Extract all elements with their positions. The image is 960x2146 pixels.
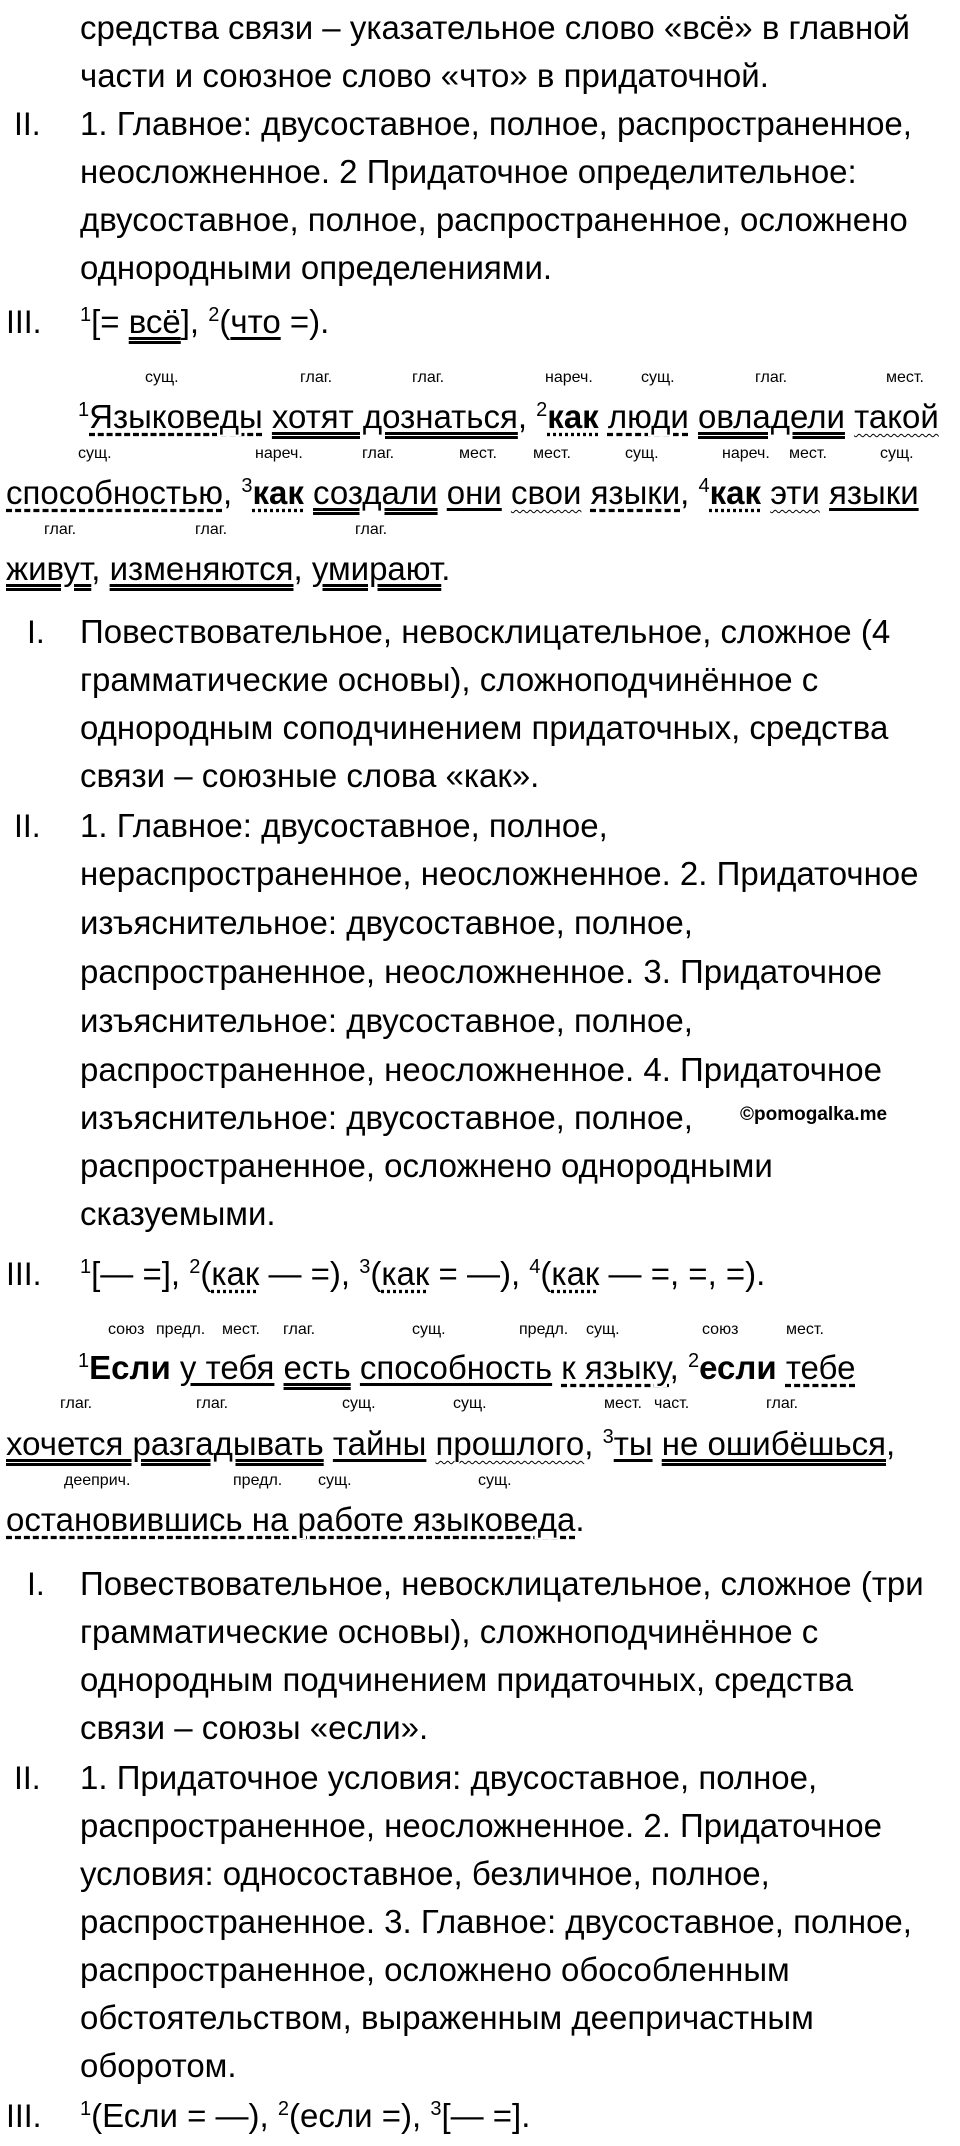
conj-word: как <box>709 474 762 511</box>
subject-word: способность <box>359 1349 553 1386</box>
superscript: 3 <box>430 2098 442 2120</box>
scheme-text: — =, =, =). <box>599 1255 766 1292</box>
pos-label: сущ. <box>880 445 914 462</box>
scheme-text: ], <box>180 303 209 340</box>
roman-numeral: II. <box>14 808 41 844</box>
pos-label: мест. <box>222 1321 260 1338</box>
watermark: ©pomogalka.me <box>740 1104 888 1125</box>
text-line: распространенное, неосложненное. 3. Придаточное <box>80 953 882 990</box>
text-line: части и союзное слово «что» в придаточной. <box>80 57 769 94</box>
text-line: оборотом. <box>80 2047 237 2084</box>
scheme-line <box>80 2096 530 2136</box>
roman-numeral: I. <box>27 1566 45 1602</box>
scheme-text: (Если = —), <box>91 2097 278 2134</box>
adverbial-phrase: остановившись на работе языковеда <box>6 1501 576 1538</box>
text-line: изъяснительное: двусоставное, полное, <box>80 1099 693 1136</box>
punct: , <box>886 1425 896 1462</box>
text-line: нераспространенное, неосложненное. 2. Придаточное <box>80 855 919 892</box>
pos-label: глаг. <box>283 1321 316 1338</box>
text-line: однородными определениями. <box>80 249 553 286</box>
subject-word: они <box>446 474 502 511</box>
conj-word: как <box>547 398 599 435</box>
punct: , <box>91 550 101 587</box>
pos-label: мест. <box>459 445 497 462</box>
superscript: 2 <box>536 399 548 421</box>
scheme-text: ( <box>540 1255 552 1292</box>
pos-label: мест. <box>886 369 924 386</box>
pos-label: сущ. <box>625 445 659 462</box>
scheme-text: (если =), <box>289 2097 431 2134</box>
scheme-line <box>80 302 329 342</box>
punct: , <box>584 1425 594 1462</box>
predicate-word: живут <box>6 550 92 587</box>
superscript: 2 <box>277 2098 290 2120</box>
attribute-word: свои <box>510 474 582 511</box>
scheme-text: =). <box>280 303 330 340</box>
object-word: языки <box>590 474 681 511</box>
predicate-word: умирают <box>311 550 442 587</box>
roman-numeral: II. <box>14 106 41 142</box>
text-line: распространенное, неосложненное. 4. Придаточное <box>80 1051 882 1088</box>
superscript: 4 <box>698 475 710 497</box>
sentence-line <box>78 397 939 437</box>
text-line: изъяснительное: двусоставное, полное, <box>80 904 693 941</box>
pos-label: дееприч. <box>64 1472 131 1489</box>
pos-label: глаг. <box>412 369 445 386</box>
scheme-word: всё <box>128 303 181 340</box>
scheme-text: [— =], <box>91 1255 190 1292</box>
conj-word: как <box>252 474 304 511</box>
roman-numeral: II. <box>14 1760 41 1796</box>
pos-label: нареч. <box>545 369 593 386</box>
superscript: 2 <box>687 1350 700 1372</box>
pos-label: глаг. <box>195 521 228 538</box>
pos-label: сущ. <box>453 1395 487 1412</box>
punct: , <box>669 1349 679 1386</box>
superscript: 1 <box>78 399 90 421</box>
attribute-word: такой <box>854 398 939 435</box>
pos-label: глаг. <box>766 1395 799 1412</box>
text-line: грамматические основы), сложноподчинённое с <box>80 661 819 698</box>
pos-label: сущ. <box>318 1472 352 1489</box>
pos-label: союз <box>108 1321 145 1338</box>
text-line: двусоставное, полное, распространенное, осложнено <box>80 201 908 238</box>
superscript: 4 <box>529 1256 541 1278</box>
predicate-word: изменяются <box>109 550 294 587</box>
pos-label: мест. <box>789 445 827 462</box>
text-line: связи – союзы «если». <box>80 1709 429 1746</box>
scheme-line <box>80 1254 765 1294</box>
roman-numeral: III. <box>6 304 42 340</box>
punct: , <box>222 474 233 511</box>
text-line: условия: односоставное, безличное, полное, <box>80 1855 770 1892</box>
superscript: 2 <box>189 1256 201 1278</box>
sentence-line <box>6 549 450 589</box>
conj-word: если <box>699 1349 777 1386</box>
superscript: 2 <box>208 304 220 326</box>
predicate-word: хочется разгадывать <box>6 1425 324 1462</box>
text-line: средства связи – указательное слово «всё» в главной <box>80 9 910 46</box>
scheme-word: как <box>381 1255 430 1292</box>
pos-label: мест. <box>604 1395 642 1412</box>
subject-word: тайны <box>332 1425 427 1462</box>
sentence-line <box>6 473 919 513</box>
scheme-word: как <box>211 1255 260 1292</box>
pos-label: глаг. <box>44 521 77 538</box>
text-line: 1. Главное: двусоставное, полное, распространенное, <box>80 105 912 142</box>
text-line: распространенное, осложнено однородными <box>80 1147 773 1184</box>
subject-word: ты <box>613 1425 653 1462</box>
pos-label: нареч. <box>255 445 303 462</box>
pos-label: глаг. <box>60 1395 93 1412</box>
scheme-text: [= <box>91 303 129 340</box>
text-line: однородным подчинением придаточных, средства <box>80 1661 854 1698</box>
pos-label: сущ. <box>342 1395 376 1412</box>
scheme-text: ( <box>200 1255 212 1292</box>
predicate-word: не ошибёшься <box>661 1425 887 1462</box>
pos-label: мест. <box>786 1321 824 1338</box>
pos-label: предл. <box>233 1472 283 1489</box>
roman-numeral: I. <box>27 614 45 650</box>
pos-label: сущ. <box>145 369 179 386</box>
text-line: распространенное, неосложненное. 2. Придаточное <box>80 1807 882 1844</box>
text-line: сказуемыми. <box>80 1195 276 1232</box>
punct: . <box>441 550 451 587</box>
superscript: 1 <box>78 1350 90 1372</box>
pos-label: союз <box>702 1321 739 1338</box>
superscript: 1 <box>80 2098 92 2120</box>
text-line: распространенное, осложнено обособленным <box>80 1951 790 1988</box>
predicate-word: овладели <box>698 398 845 435</box>
roman-numeral: III. <box>6 2098 42 2134</box>
predicate-word: создали <box>313 474 438 511</box>
pos-label: сущ. <box>586 1321 620 1338</box>
scheme-text: = —), <box>429 1255 530 1292</box>
sentence-line <box>6 1424 895 1464</box>
text-line: 1. Главное: двусоставное, полное, <box>80 807 608 844</box>
pos-label: глаг. <box>362 445 395 462</box>
pos-label: мест. <box>533 445 571 462</box>
text-line: 1. Придаточное условия: двусоставное, полное, <box>80 1759 818 1796</box>
text-line: Повествовательное, невосклицательное, сложное (4 <box>80 613 891 650</box>
pos-label: глаг. <box>196 1395 229 1412</box>
predicate-word: хотят дознаться <box>271 398 518 435</box>
predicate-word: у тебя <box>179 1349 275 1386</box>
subject-word: языки <box>829 474 919 511</box>
text-line: изъяснительное: двусоставное, полное, <box>80 1002 693 1039</box>
text-line: неосложненное. 2 Придаточное определительное: <box>80 153 857 190</box>
subject-word: Языковеды <box>89 398 263 435</box>
pos-label: глаг. <box>300 369 333 386</box>
object-word: способностью <box>6 474 223 511</box>
predicate-word: есть <box>283 1349 351 1386</box>
pos-label: глаг. <box>355 521 388 538</box>
attribute-word: прошлого <box>435 1425 585 1462</box>
punct: , <box>680 474 690 511</box>
scheme-text: [— =]. <box>441 2097 531 2134</box>
pos-label: нареч. <box>722 445 770 462</box>
text-line: связи – союзные слова «как». <box>80 757 540 794</box>
superscript: 3 <box>602 1426 614 1448</box>
text-line: обстоятельством, выраженным деепричастным <box>80 1999 814 2036</box>
text-line: распространенное. 3. Главное: двусоставное, полное, <box>80 1903 912 1940</box>
pos-label: сущ. <box>641 369 675 386</box>
superscript: 1 <box>80 1256 92 1278</box>
pos-label: предл. <box>519 1321 569 1338</box>
sentence-line <box>78 1348 855 1388</box>
pos-label: глаг. <box>755 369 788 386</box>
scheme-text: — =), <box>259 1255 360 1292</box>
conj-word: Если <box>89 1349 171 1386</box>
scheme-word: как <box>551 1255 600 1292</box>
pos-label: сущ. <box>412 1321 446 1338</box>
punct: . <box>575 1501 585 1538</box>
subject-word: люди <box>607 398 689 435</box>
punct: , <box>293 550 303 587</box>
scheme-text: ( <box>219 303 231 340</box>
object-word: к языку <box>561 1349 670 1386</box>
text-line: грамматические основы), сложноподчинённое с <box>80 1613 819 1650</box>
pos-label: предл. <box>156 1321 206 1338</box>
text-line: однородным соподчинением придаточных, средства <box>80 709 889 746</box>
punct: , <box>517 398 527 435</box>
pos-label: сущ. <box>78 445 112 462</box>
superscript: 3 <box>359 1256 371 1278</box>
object-word: тебе <box>785 1349 856 1386</box>
scheme-text: ( <box>370 1255 382 1292</box>
sentence-line <box>6 1500 585 1540</box>
roman-numeral: III. <box>6 1256 42 1292</box>
scheme-word: что <box>230 303 281 340</box>
pos-label: сущ. <box>478 1472 512 1489</box>
superscript: 1 <box>80 304 92 326</box>
attribute-word: эти <box>770 474 820 511</box>
pos-label: част. <box>654 1395 690 1412</box>
superscript: 3 <box>241 475 253 497</box>
text-line: Повествовательное, невосклицательное, сложное (три <box>80 1565 924 1602</box>
